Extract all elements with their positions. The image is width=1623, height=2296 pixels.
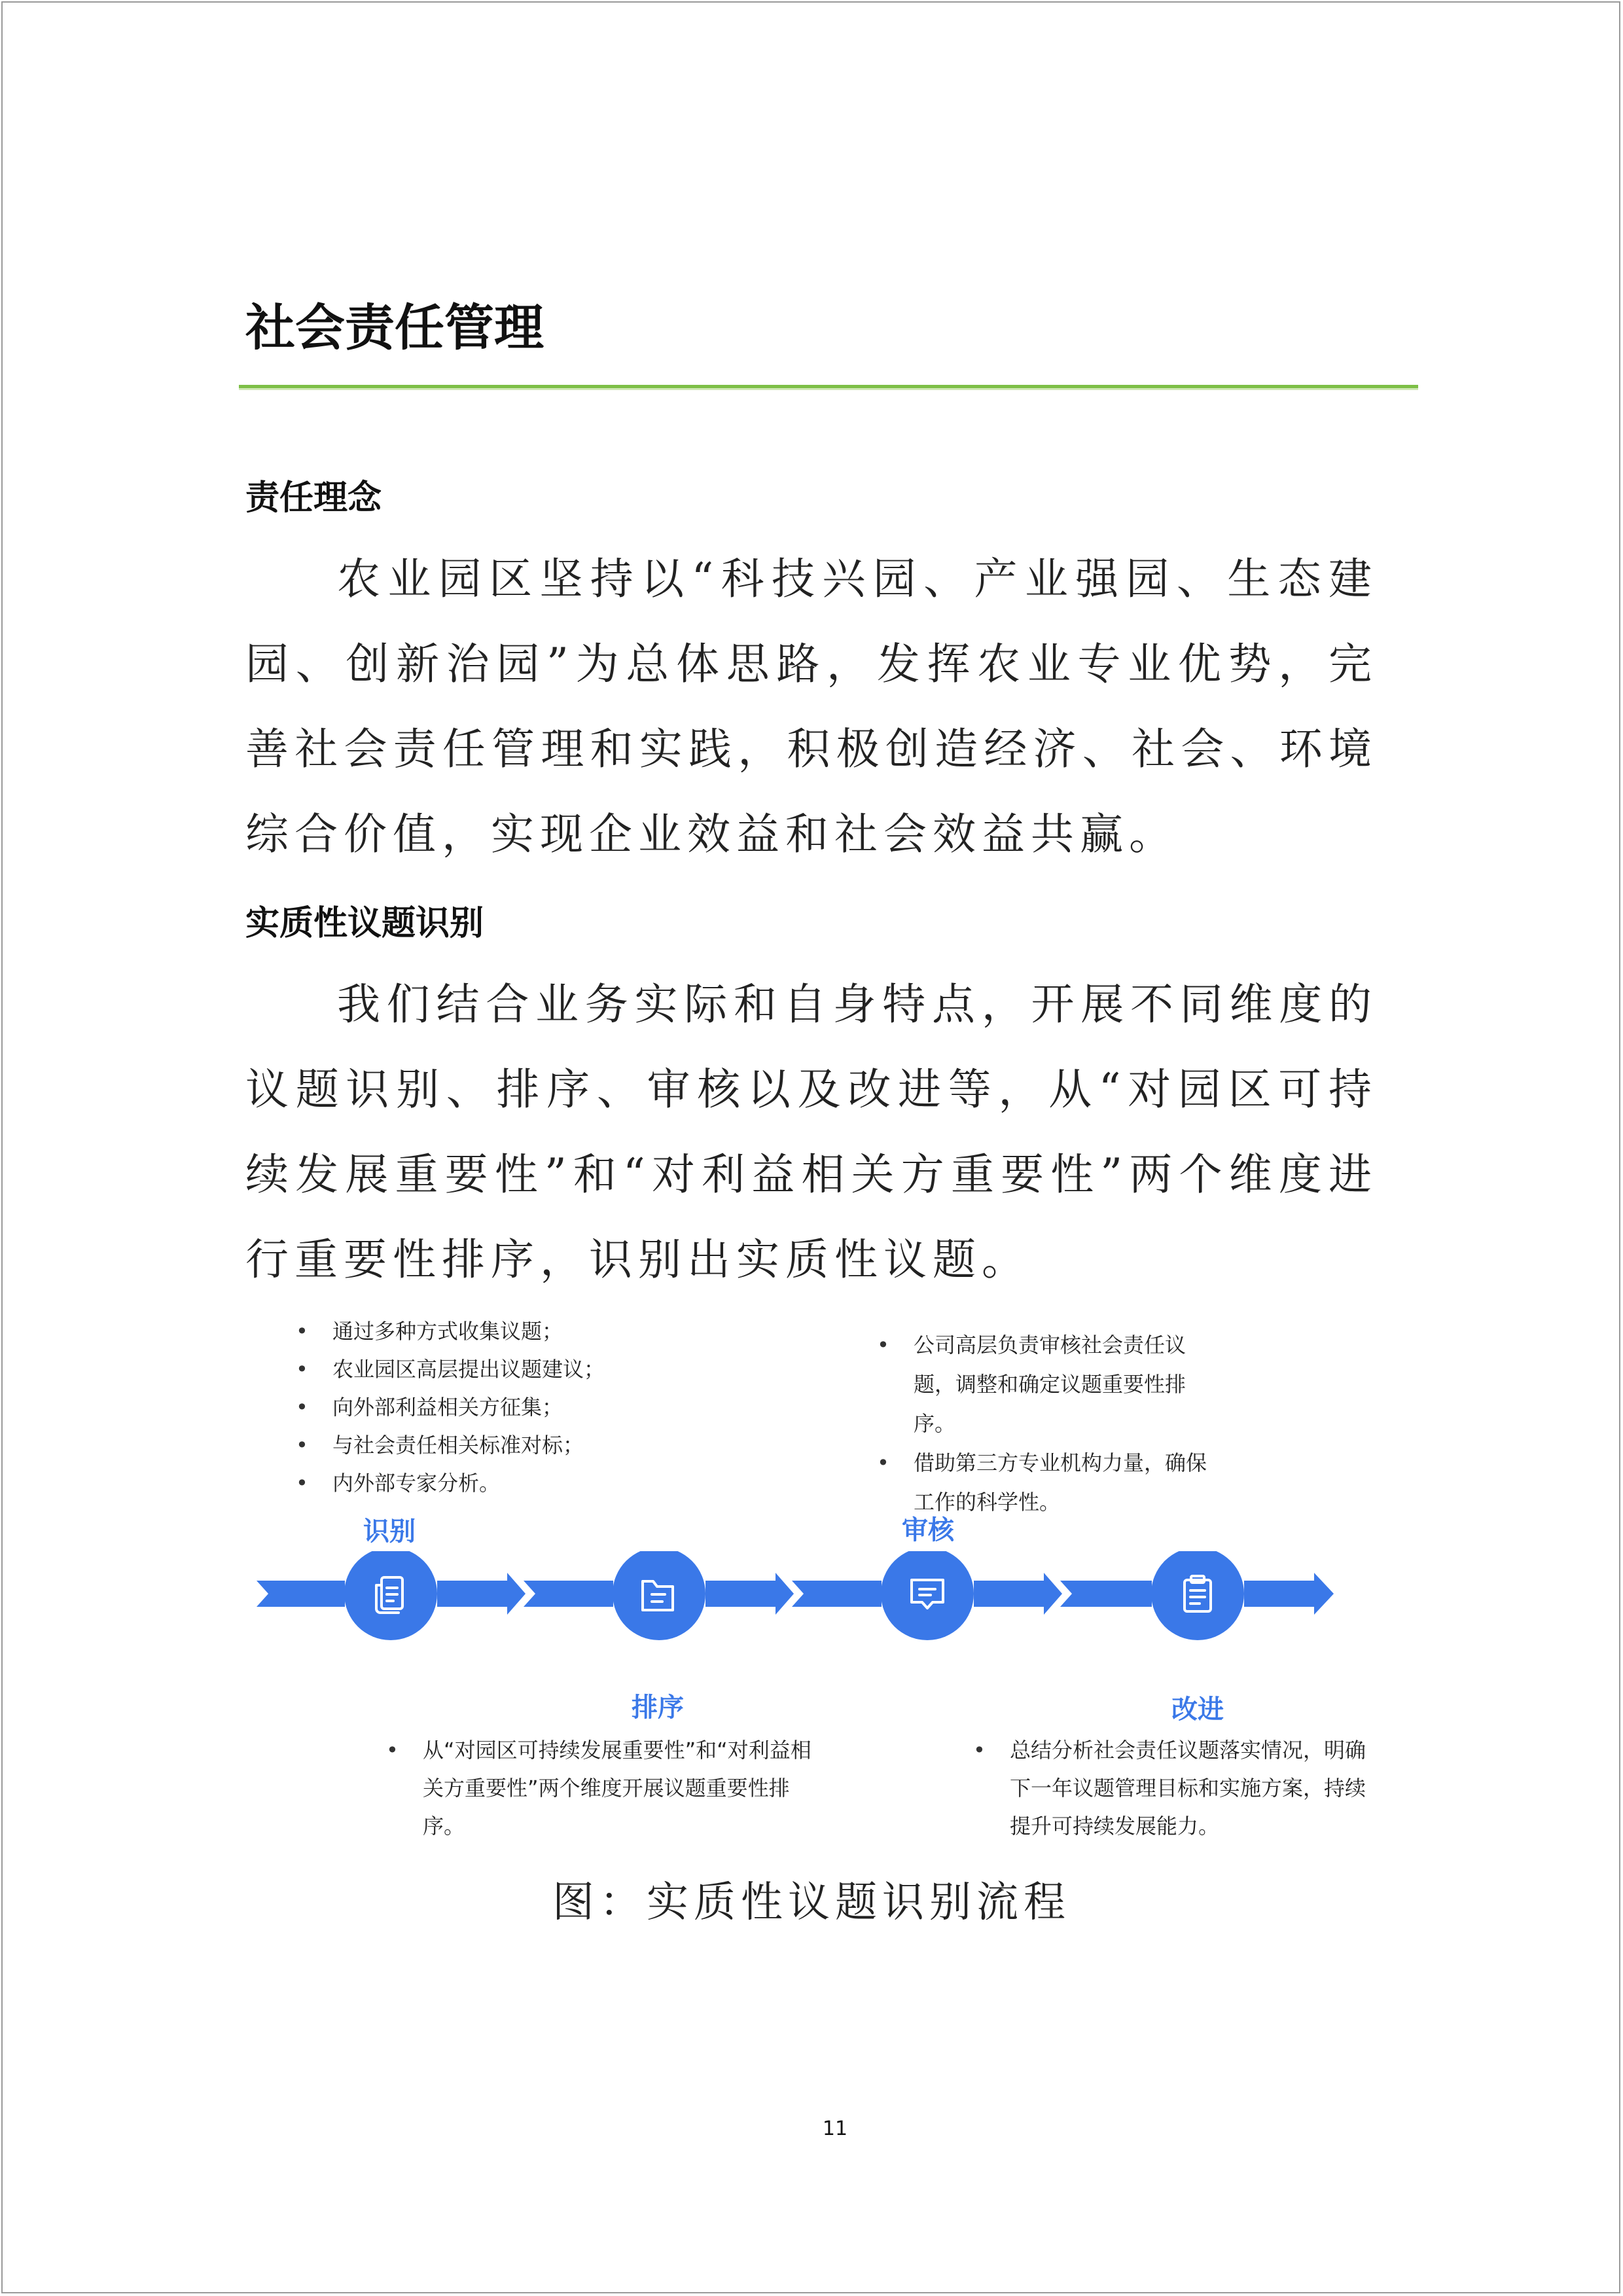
clipboard-icon xyxy=(1151,1551,1244,1640)
list-item: • 内外部专家分析。 xyxy=(296,1464,702,1502)
rank-bullets xyxy=(386,1731,812,1845)
issue-identification-flow xyxy=(0,1296,1623,1872)
section-heading-material-issues: 实质性议题识别 xyxy=(245,904,484,943)
flow-arrows xyxy=(0,1551,1623,1682)
improve-bullets xyxy=(973,1731,1379,1845)
list-item: • 从“对园区可持续发展重要性”和“对利益相关方重要性”两个维度开展议题重要性排序。 xyxy=(386,1731,812,1845)
section-heading-philosophy: 责任理念 xyxy=(245,478,382,518)
arrow-segment xyxy=(257,1581,345,1607)
arrow-segment xyxy=(1244,1573,1334,1615)
chat-bubble-icon xyxy=(881,1551,974,1640)
stage-label-rank: 排序 xyxy=(632,1693,684,1723)
stage-label-identify: 识别 xyxy=(363,1516,416,1547)
list-item: • 总结分析社会责任议题落实情况，明确下一年议题管理目标和实施方案，持续提升可持续发展能力。 xyxy=(973,1731,1379,1845)
arrow-segment xyxy=(974,1573,1062,1615)
title-divider xyxy=(239,385,1418,390)
page-number: 11 xyxy=(822,2117,848,2140)
stage-label-improve: 改进 xyxy=(1171,1695,1224,1725)
list-item: • 通过多种方式收集议题； xyxy=(296,1312,702,1350)
folder-icon xyxy=(613,1551,705,1640)
arrow-segment xyxy=(1060,1581,1152,1607)
arrow-segment xyxy=(437,1573,526,1615)
list-item: • 向外部利益相关方征集； xyxy=(296,1388,702,1426)
page-title: 社会责任管理 xyxy=(245,298,544,357)
list-item: • 与社会责任相关标准对标； xyxy=(296,1426,702,1464)
identify-bullets xyxy=(296,1312,702,1502)
stage-label-review: 审核 xyxy=(902,1515,954,1545)
list-item: • 借助第三方专业机构力量，确保工作的科学性。 xyxy=(877,1443,1217,1522)
list-item: • 公司高层负责审核社会责任议题，调整和确定议题重要性排序。 xyxy=(877,1325,1217,1443)
philosophy-paragraph: 农业园区坚持以“科技兴园、产业强园、生态建园、创新治园”为总体思路，发挥农业专业优势，完善社会责任管理和实践，积极创造经济、社会、环境综合价值，实现企业效益和社会效益共赢。 xyxy=(245,554,1378,859)
review-bullets xyxy=(877,1325,1217,1522)
arrow-segment xyxy=(705,1573,794,1615)
list-item: • 农业园区高层提出议题建议； xyxy=(296,1350,702,1388)
figure-caption: 图：实质性议题识别流程 xyxy=(552,1878,1071,1927)
arrow-segment xyxy=(792,1581,882,1607)
document-list-icon xyxy=(344,1551,437,1640)
material-issues-paragraph: 我们结合业务实际和自身特点，开展不同维度的议题识别、排序、审核以及改进等，从“对园区可持续发展重要性”和“对利益相关方重要性”两个维度进行重要性排序，识别出实质性议题。 xyxy=(245,979,1378,1285)
arrow-segment xyxy=(524,1581,613,1607)
